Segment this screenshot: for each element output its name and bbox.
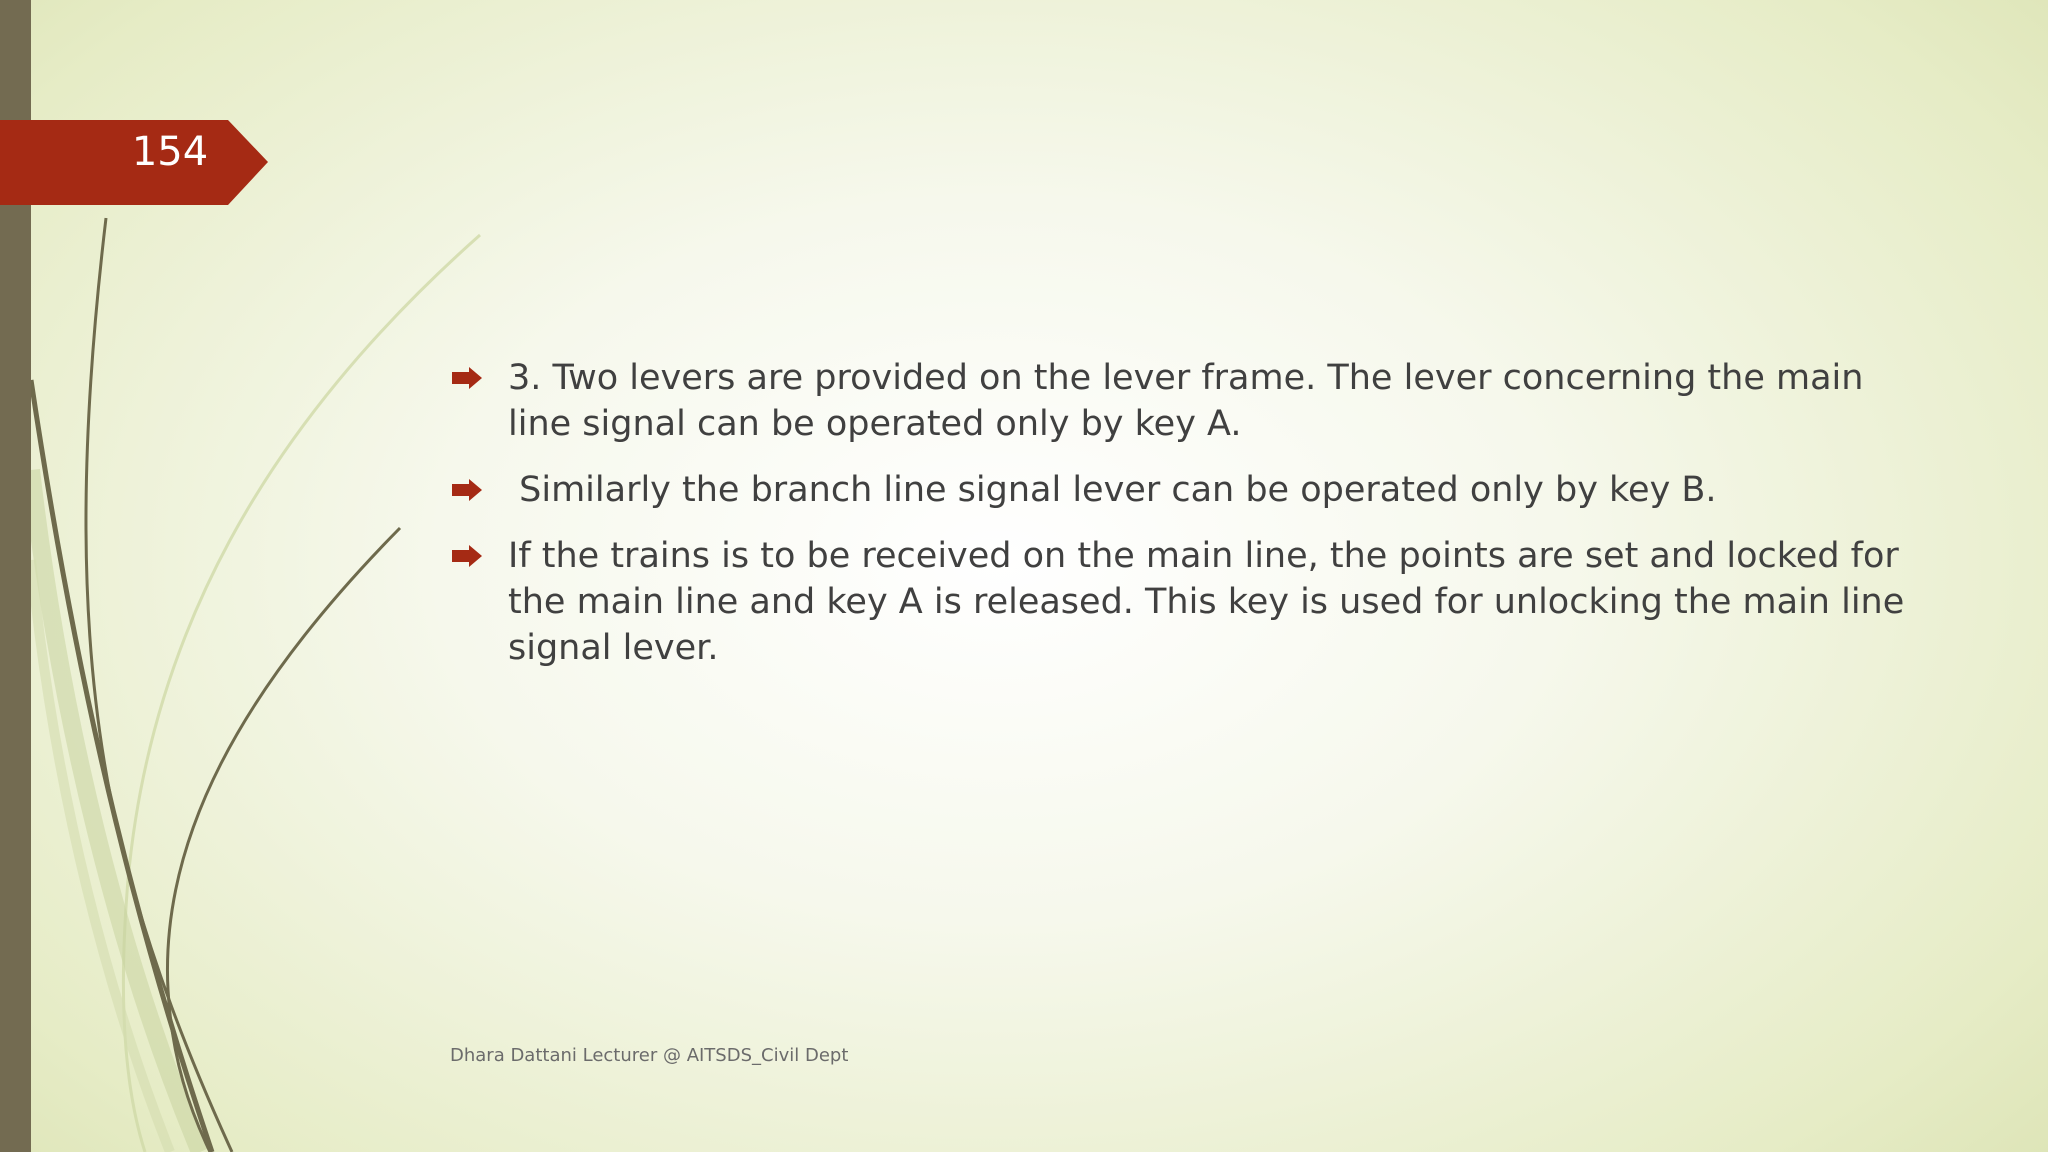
- arrow-right-icon: [452, 545, 482, 567]
- bullet-text: Similarly the branch line signal lever can be operated only by key B.: [508, 470, 1717, 510]
- bullet-item: [450, 355, 1920, 447]
- bullet-item: [450, 467, 1920, 513]
- slide-footer: Dhara Dattani Lecturer @ AITSDS_Civil Dept: [450, 1045, 849, 1066]
- bullet-item: [450, 533, 1920, 671]
- page-number: 154: [131, 129, 209, 175]
- bullet-text: 3. Two levers are provided on the lever frame. The lever concerning the main line signal can be operated only by key A.: [508, 358, 1864, 444]
- slide-content: [450, 355, 1920, 691]
- bullet-text: If the trains is to be received on the main line, the points are set and locked for the main line and key A is released. This key is used for unlocking the main line signal lever.: [508, 536, 1905, 668]
- arrow-right-icon: [452, 479, 482, 501]
- arrow-right-icon: [452, 367, 482, 389]
